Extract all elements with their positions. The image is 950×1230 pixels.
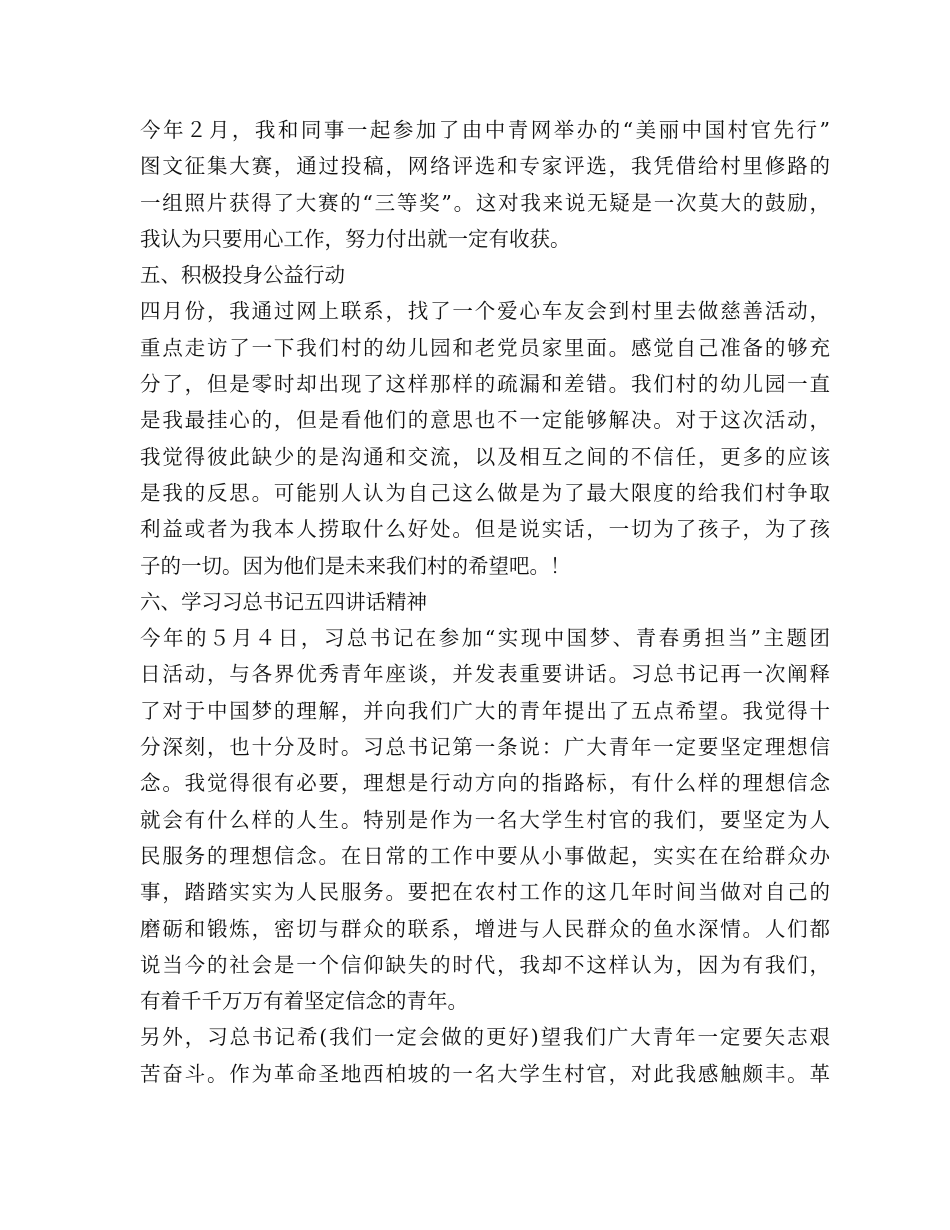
paragraph-line: 民服务的理想信念。在日常的工作中要从小事做起，实实在在给群众办: [140, 843, 830, 868]
paragraph-line: 今年的５月４日，习总书记在参加“实现中国梦、青春勇担当”主题团: [140, 626, 830, 651]
paragraph-line: 了对于中国梦的理解，并向我们广大的青年提出了五点希望。我觉得十: [140, 698, 830, 723]
paragraph-line: 今年２月，我和同事一起参加了由中青网举办的“美丽中国村官先行”: [140, 118, 830, 142]
paragraph-line: 念。我觉得很有必要，理想是行动方向的指路标，有什么样的理想信念: [140, 771, 830, 796]
paragraph-line: 就会有什么样的人生。特别是作为一名大学生村官的我们，要坚定为人: [140, 807, 830, 832]
paragraph-line: 有着千千万万有着坚定信念的青年。: [140, 989, 468, 1014]
section-heading: 五、积极投身公益行动: [140, 263, 345, 288]
paragraph-line: 我觉得彼此缺少的是沟通和交流，以及相互之间的不信任，更多的应该: [140, 444, 830, 469]
paragraph-line: 是我最挂心的，但是看他们的意思也不一定能够解决。对于这次活动，: [140, 408, 830, 433]
paragraph-line: 分了，但是零时却出现了这样那样的疏漏和差错。我们村的幼儿园一直: [140, 372, 830, 397]
paragraph-line: 另外，习总书记希(我们一定会做的更好)望我们广大青年一定要矢志艰: [140, 1025, 830, 1050]
paragraph-line: 苦奋斗。作为革命圣地西柏坡的一名大学生村官，对此我感触颇丰。革: [140, 1061, 830, 1086]
paragraph-line: 子的一切。因为他们是未来我们村的希望吧。！: [140, 553, 571, 578]
document-body: [140, 112, 830, 1092]
paragraph-line: 利益或者为我本人捞取什么好处。但是说实话，一切为了孩子，为了孩: [140, 517, 830, 542]
paragraph-line: 四月份，我通过网上联系，找了一个爱心车友会到村里去做慈善活动，: [140, 299, 830, 324]
paragraph-line: 一组照片获得了大赛的“三等奖”。这对我来说无疑是一次莫大的鼓励，: [140, 190, 830, 215]
paragraph-line: 我认为只要用心工作，努力付出就一定有收获。: [140, 226, 571, 251]
paragraph-line: 是我的反思。可能别人认为自己这么做是为了最大限度的给我们村争取: [140, 480, 830, 505]
paragraph-line: 图文征集大赛，通过投稿，网络评选和专家评选，我凭借给村里修路的: [140, 154, 830, 179]
paragraph-line: 说当今的社会是一个信仰缺失的时代，我却不这样认为，因为有我们，: [140, 952, 830, 977]
section-heading: 六、学习习总书记五四讲话精神: [140, 589, 427, 614]
paragraph-line: 磨砺和锻炼，密切与群众的联系，增进与人民群众的鱼水深情。人们都: [140, 916, 830, 941]
paragraph-line: 重点走访了一下我们村的幼儿园和老党员家里面。感觉自己准备的够充: [140, 335, 830, 360]
paragraph-line: 分深刻，也十分及时。习总书记第一条说：广大青年一定要坚定理想信: [140, 735, 830, 760]
paragraph-line: 日活动，与各界优秀青年座谈，并发表重要讲话。习总书记再一次阐释: [140, 662, 830, 687]
paragraph-line: 事，踏踏实实为人民服务。要把在农村工作的这几年时间当做对自己的: [140, 880, 830, 905]
